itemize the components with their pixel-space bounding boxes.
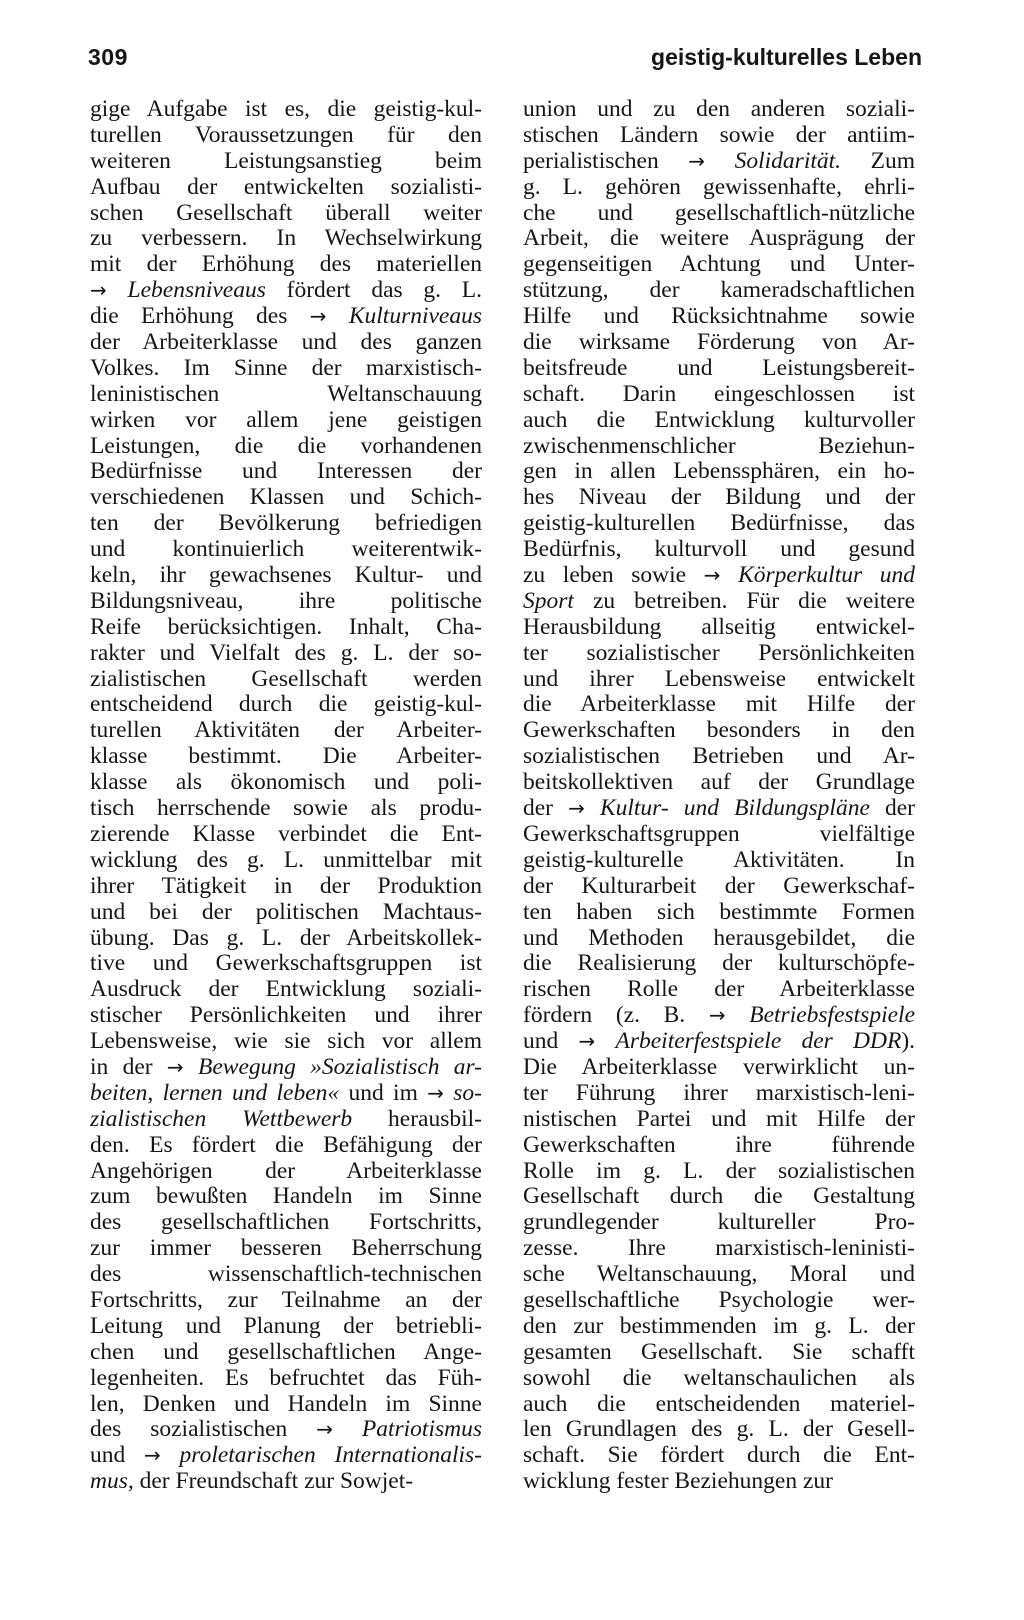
text-segment: verschiedenen Klassen und Schich- (90, 485, 482, 511)
text-segment: legenheiten. Es befruchtet das Füh- (90, 1365, 482, 1391)
text-line (90, 718, 482, 744)
text-segment (721, 563, 739, 588)
text-line (90, 201, 482, 227)
text-line (523, 1288, 915, 1314)
text-segment: gesellschaftliche Psychologie wer- (523, 1287, 915, 1313)
text-segment: die Arbeiterklasse mit Hilfe der (523, 692, 915, 718)
text-line (523, 511, 915, 537)
text-line (90, 615, 482, 641)
text-segment: der Kulturarbeit der Gewerkschaf- (523, 873, 915, 899)
text-line (90, 951, 482, 977)
text-line (523, 226, 915, 252)
text-segment: g. L. gehören gewissenhafte, ehrli- (523, 174, 915, 200)
text-segment: union und zu den anderen soziali- (523, 97, 915, 122)
text-line (523, 1029, 915, 1055)
text-line (523, 408, 915, 434)
text-segment: Herausbildung allseitig entwickel- (523, 614, 915, 640)
cross-reference-term: Betriebsfestspiele (749, 1003, 915, 1029)
text-segment: der Freundschaft zur Sowjet- (133, 1469, 414, 1495)
text-segment: und im (339, 1080, 428, 1106)
text-line (523, 1443, 915, 1469)
text-line (523, 692, 915, 718)
text-line (523, 1366, 915, 1392)
text-line (90, 149, 482, 175)
text-segment: die wirksame Förderung von Ar- (523, 330, 915, 356)
text-segment (161, 1443, 180, 1468)
cross-reference-term: Bewegung »Sozialistisch ar- (197, 1054, 482, 1080)
text-segment: rischen Rolle der Arbeiterklasse (523, 977, 915, 1003)
text-segment: auch die Entwicklung kulturvoller (523, 407, 915, 433)
text-line (523, 1159, 915, 1185)
text-line (523, 175, 915, 201)
text-line (523, 1417, 915, 1443)
text-line (90, 589, 482, 615)
text-segment: zialistischen Gesellschaft werden (90, 666, 482, 692)
text-line (523, 589, 915, 615)
text-line (523, 123, 915, 149)
cross-reference-arrow-icon: → (708, 1003, 726, 1028)
text-line (90, 900, 482, 926)
text-segment: wirken vor allem jene geistigen (90, 407, 482, 433)
text-segment: und ihrer Lebensweise entwickelt (523, 666, 915, 692)
text-line (90, 1133, 482, 1159)
text-line (523, 1133, 915, 1159)
right-column (523, 97, 915, 1495)
cross-reference-term: beiten, lernen und leben« (90, 1080, 340, 1106)
text-line (90, 1184, 482, 1210)
text-segment: des gesellschaftlichen Fortschritts, (90, 1210, 482, 1236)
text-segment (327, 304, 349, 329)
text-segment: Reife berücksichtigen. Inhalt, Cha- (90, 614, 482, 640)
text-segment: leninistischen Weltanschauung (90, 381, 482, 407)
text-line (90, 278, 482, 304)
text-line (523, 1184, 915, 1210)
text-segment: Leitung und Planung der betriebli- (90, 1313, 482, 1339)
text-segment: Hilfe und Rücksichtnahme sowie (523, 304, 915, 330)
text-line (90, 1392, 482, 1418)
text-line (90, 252, 482, 278)
page-number: 309 (88, 44, 128, 70)
text-line (90, 641, 482, 667)
text-line (90, 1081, 482, 1107)
text-segment: geistig-kulturelle Aktivitäten. In (523, 847, 915, 873)
text-line (523, 1210, 915, 1236)
text-line (90, 330, 482, 356)
cross-reference-term: Kultur- und Bildungspläne (599, 796, 870, 822)
text-segment: rakter und Vielfalt des g. L. der so- (90, 640, 482, 666)
text-segment: ter sozialistischer Persönlichkeiten (523, 640, 915, 666)
text-line (523, 926, 915, 952)
cross-reference-arrow-icon: → (90, 278, 107, 303)
text-segment: des wissenschaftlich-technischen (90, 1262, 482, 1288)
text-line (90, 1469, 482, 1495)
text-segment: keln, ihr gewachsenes Kultur- und (90, 563, 482, 589)
text-line (523, 1236, 915, 1262)
text-line (523, 304, 915, 330)
text-segment: nistischen Partei und mit Hilfe der (523, 1106, 915, 1132)
text-segment: Angehörigen der Arbeiterklasse (90, 1158, 482, 1184)
text-line (523, 822, 915, 848)
cross-reference-term: Lebensniveaus (127, 278, 266, 304)
text-segment: weiteren Leistungsanstieg beim (90, 148, 482, 174)
text-segment: Aufbau der entwickelten sozialisti- (90, 174, 482, 200)
text-line (523, 1314, 915, 1340)
text-segment (107, 278, 128, 303)
text-segment: ). (901, 1029, 915, 1055)
text-segment: des sozialistischen (90, 1417, 317, 1443)
text-segment: zesse. Ihre marxistisch-leninisti- (523, 1236, 915, 1262)
text-segment: gen in allen Lebenssphären, ein ho- (523, 459, 915, 485)
text-line (90, 1029, 482, 1055)
text-line (523, 563, 915, 589)
text-line (90, 1366, 482, 1392)
text-segment: perialistischen (523, 148, 689, 174)
text-line (90, 822, 482, 848)
cross-reference-term: Arbeiterfestspiele der DDR (615, 1029, 902, 1055)
text-segment: den. Es fördert die Befähigung der (90, 1132, 482, 1158)
cross-reference-arrow-icon: → (568, 796, 585, 821)
cross-reference-arrow-icon: → (703, 563, 721, 588)
text-segment: Volkes. Im Sinne der marxistisch- (90, 355, 482, 381)
text-line (90, 796, 482, 822)
text-segment: mit der Erhöhung des materiellen (90, 252, 482, 278)
text-line (90, 874, 482, 900)
text-segment: in der (90, 1054, 167, 1080)
text-line (523, 149, 915, 175)
text-line (523, 356, 915, 382)
text-line (90, 926, 482, 952)
text-line (523, 485, 915, 511)
text-line (523, 1003, 915, 1029)
text-segment: Gewerkschaftsgruppen vielfältige (523, 821, 915, 847)
text-segment: hes Niveau der Bildung und der (523, 485, 915, 511)
text-segment: chen und gesellschaftlichen Ange- (90, 1339, 482, 1365)
text-segment: Leistungen, die die vorhandenen (90, 433, 482, 459)
text-line (523, 874, 915, 900)
cross-reference-term: Solidarität. (734, 148, 842, 174)
text-segment (705, 149, 735, 174)
text-segment: sozialistischen Betrieben und Ar- (523, 744, 915, 770)
text-segment: Gewerkschaften besonders in den (523, 718, 915, 744)
text-segment: che und gesellschaftlich-nützliche (523, 200, 915, 226)
text-line (523, 744, 915, 770)
text-line (523, 97, 915, 123)
text-line (90, 1340, 482, 1366)
cross-reference-term: Sport (523, 588, 574, 614)
text-segment: zu betreiben. Für die weitere (573, 588, 915, 614)
text-segment: len Grundlagen des g. L. der Gesell- (523, 1417, 915, 1443)
text-segment: grundlegender kultureller Pro- (523, 1210, 915, 1236)
text-segment: schaft. Darin eingeschlossen ist (523, 381, 915, 407)
text-segment (595, 1029, 615, 1054)
text-segment: stischer Persönlichkeiten und ihrer (90, 1003, 482, 1029)
text-segment: turellen Voraussetzungen für den (90, 122, 482, 148)
text-line (90, 537, 482, 563)
text-line (90, 1314, 482, 1340)
text-segment: Zum (841, 148, 915, 174)
cross-reference-term: proletarischen Internationalis- (179, 1443, 482, 1469)
text-line (523, 201, 915, 227)
text-line (90, 408, 482, 434)
text-segment: klasse bestimmt. Die Arbeiter- (90, 744, 482, 770)
text-line (90, 226, 482, 252)
text-segment (184, 1055, 198, 1080)
text-line (90, 770, 482, 796)
text-segment: der (869, 796, 915, 822)
text-segment (333, 1417, 362, 1442)
text-segment: ten haben sich bestimmte Formen (523, 899, 915, 925)
text-segment: die Realisierung der kulturschöpfe- (523, 951, 915, 977)
cross-reference-arrow-icon: → (578, 1029, 596, 1054)
text-line (523, 537, 915, 563)
text-line (523, 382, 915, 408)
text-line (90, 304, 482, 330)
text-segment: und (523, 1029, 579, 1055)
text-segment: gige Aufgabe ist es, die geistig-kul- (90, 97, 482, 122)
text-line (523, 641, 915, 667)
text-line (90, 382, 482, 408)
text-segment: beitsfreude und Leistungsbereit- (523, 355, 915, 381)
text-segment: klasse als ökonomisch und poli- (90, 770, 482, 796)
text-segment: tisch herrschende sowie als produ- (90, 796, 482, 822)
text-line (90, 97, 482, 123)
text-line (90, 563, 482, 589)
text-segment: zum bewußten Handeln im Sinne (90, 1184, 482, 1210)
text-line (90, 459, 482, 485)
text-line (90, 1055, 482, 1081)
text-segment: zu leben sowie (523, 563, 704, 589)
text-line (90, 175, 482, 201)
text-line (523, 1262, 915, 1288)
text-line (523, 1469, 915, 1495)
text-line (90, 1236, 482, 1262)
text-line (523, 1392, 915, 1418)
text-line (90, 434, 482, 460)
text-segment: zwischenmenschlicher Beziehun- (523, 433, 915, 459)
text-segment: Arbeit, die weitere Ausprägung der (523, 226, 915, 252)
text-line (90, 1210, 482, 1236)
text-segment: sowohl die weltanschaulichen als (523, 1365, 915, 1391)
text-segment: der Arbeiterklasse und des ganzen (90, 330, 482, 356)
text-segment: herausbil- (352, 1106, 482, 1132)
text-segment (726, 1003, 750, 1028)
text-line (523, 1055, 915, 1081)
text-segment: die Erhöhung des (90, 304, 310, 330)
text-line (523, 434, 915, 460)
cross-reference-term: so- (453, 1080, 482, 1106)
text-line (523, 278, 915, 304)
cross-reference-term: mus, (90, 1469, 134, 1495)
cross-reference-term: Körperkultur und (738, 563, 915, 589)
cross-reference-term: Patriotismus (361, 1417, 482, 1443)
text-line (90, 667, 482, 693)
cross-reference-term: Kulturniveaus (348, 304, 482, 330)
text-segment: beitskollektiven auf der Grundlage (523, 770, 915, 796)
cross-reference-arrow-icon: → (688, 148, 706, 173)
text-line (523, 900, 915, 926)
text-segment: den zur bestimmenden im g. L. der (523, 1313, 915, 1339)
text-line (523, 977, 915, 1003)
text-segment: gesamten Gesellschaft. Sie schafft (523, 1339, 915, 1365)
text-line (90, 1288, 482, 1314)
cross-reference-term: zialistischen Wettbewerb (90, 1106, 353, 1132)
text-line (523, 951, 915, 977)
text-line (523, 770, 915, 796)
text-segment: und kontinuierlich weiterentwik- (90, 537, 482, 563)
text-segment: fördert das g. L. (265, 278, 482, 304)
cross-reference-arrow-icon: → (166, 1054, 184, 1079)
text-segment: geistig-kulturellen Bedürfnisse, das (523, 511, 915, 537)
text-segment: und bei der politischen Machtaus- (90, 899, 482, 925)
text-line (90, 1107, 482, 1133)
text-segment: len, Denken und Handeln im Sinne (90, 1391, 482, 1417)
text-line (523, 667, 915, 693)
text-segment: ten der Bevölkerung befriedigen (90, 511, 482, 537)
text-line (90, 511, 482, 537)
text-line (90, 123, 482, 149)
text-line (90, 977, 482, 1003)
left-column (90, 97, 482, 1495)
text-segment: zierende Klasse verbindet die Ent- (90, 821, 482, 847)
running-head: geistig-kulturelles Leben (651, 44, 922, 70)
cross-reference-arrow-icon: → (144, 1443, 161, 1468)
text-segment: übung. Das g. L. der Arbeitskollek- (90, 925, 482, 951)
text-segment: stischen Ländern sowie der antiim- (523, 122, 915, 148)
text-segment: Lebensweise, wie sie sich vor allem (90, 1029, 482, 1055)
text-segment: entscheidend durch die geistig-kul- (90, 692, 482, 718)
text-segment: Ausdruck der Entwicklung soziali- (90, 977, 482, 1003)
text-line (90, 744, 482, 770)
text-segment: turellen Aktivitäten der Arbeiter- (90, 718, 482, 744)
text-segment: und (90, 1443, 145, 1469)
text-line (90, 356, 482, 382)
text-line (523, 1081, 915, 1107)
cross-reference-arrow-icon: → (309, 304, 327, 329)
text-line (523, 459, 915, 485)
cross-reference-arrow-icon: → (427, 1080, 444, 1105)
text-segment: und Methoden herausgebildet, die (523, 925, 915, 951)
text-line (90, 1443, 482, 1469)
text-line (90, 1417, 482, 1443)
text-line (523, 1340, 915, 1366)
text-line (90, 1003, 482, 1029)
text-segment: Die Arbeiterklasse verwirklicht un- (523, 1054, 915, 1080)
text-segment: Gesellschaft durch die Gestaltung (523, 1184, 915, 1210)
text-segment (585, 796, 600, 821)
text-line (90, 1159, 482, 1185)
text-segment: Bedürfnis, kulturvoll und gesund (523, 537, 915, 563)
text-segment: Rolle im g. L. der sozialistischen (523, 1158, 915, 1184)
text-segment: stützung, der kameradschaftlichen (523, 278, 915, 304)
text-line (523, 330, 915, 356)
text-line (523, 718, 915, 744)
text-segment: gegenseitigen Achtung und Unter- (523, 252, 915, 278)
text-segment: sche Weltanschauung, Moral und (523, 1262, 915, 1288)
text-segment: der (523, 796, 569, 822)
text-segment: fördern (z. B. (523, 1003, 709, 1029)
text-segment: schaft. Sie fördert durch die Ent- (523, 1443, 915, 1469)
text-segment: Fortschritts, zur Teilnahme an der (90, 1287, 482, 1313)
text-segment: ihrer Tätigkeit in der Produktion (90, 873, 482, 899)
text-segment: zu verbessern. In Wechselwirkung (90, 226, 482, 252)
text-segment: Bedürfnisse und Interessen der (90, 459, 482, 485)
text-segment: wicklung fester Beziehungen zur (523, 1469, 833, 1495)
text-segment: ter Führung ihrer marxistisch-leni- (523, 1080, 915, 1106)
text-line (90, 848, 482, 874)
text-segment: tive und Gewerkschaftsgruppen ist (90, 951, 482, 977)
text-segment (444, 1081, 453, 1106)
text-segment: Bildungsniveau, ihre politische (90, 588, 482, 614)
text-segment: schen Gesellschaft überall weiter (90, 200, 482, 226)
cross-reference-arrow-icon: → (316, 1417, 333, 1442)
text-line (523, 615, 915, 641)
text-line (90, 485, 482, 511)
text-line (523, 1107, 915, 1133)
text-line (523, 848, 915, 874)
text-segment: wicklung des g. L. unmittelbar mit (90, 847, 482, 873)
text-line (523, 252, 915, 278)
text-line (523, 796, 915, 822)
text-segment: Gewerkschaften ihre führende (523, 1132, 915, 1158)
text-line (90, 1262, 482, 1288)
text-segment: auch die entscheidenden materiel- (523, 1391, 915, 1417)
text-line (90, 692, 482, 718)
text-segment: zur immer besseren Beherrschung (90, 1236, 482, 1262)
